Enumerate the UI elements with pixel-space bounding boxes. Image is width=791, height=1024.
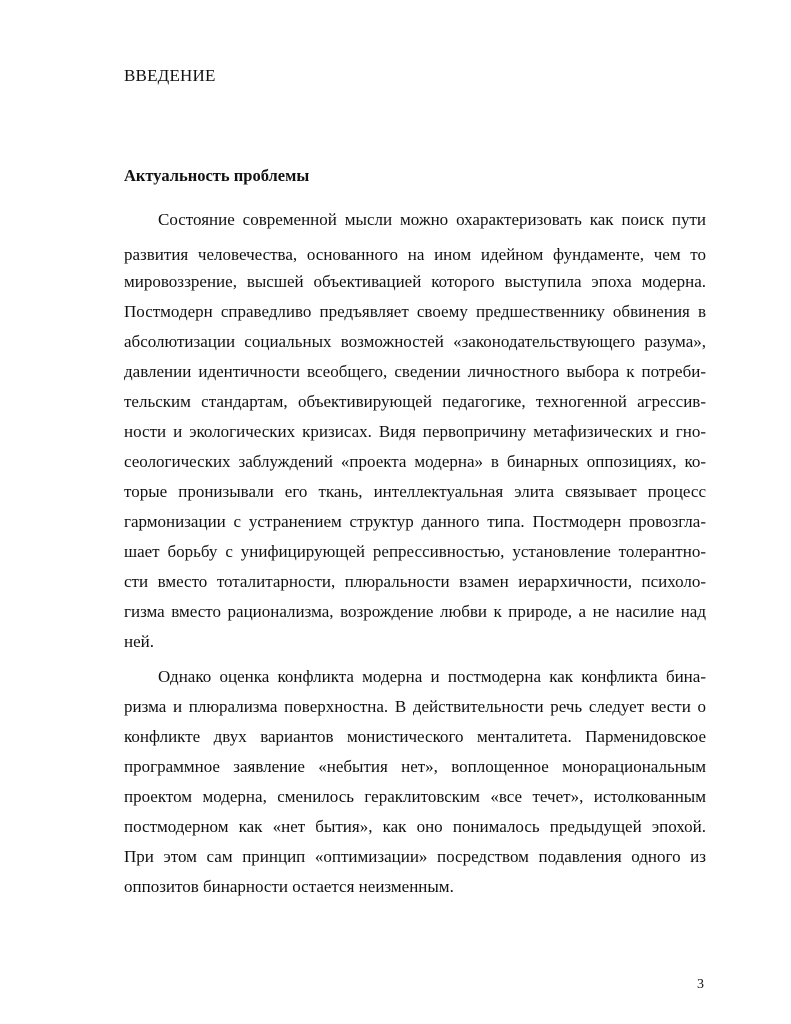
page-number: 3 xyxy=(697,977,704,992)
paragraph-line: тельским стандартам, объективирующей педагогике, техногенной агрессив- xyxy=(124,392,706,411)
paragraph-line: ности и экологических кризисах. Видя первопричину метафизических и гно- xyxy=(124,422,706,441)
paragraph-line: ней. xyxy=(124,632,154,651)
paragraph-line: конфликте двух вариантов монистического менталитета. Парменидовское xyxy=(124,727,706,746)
paragraph-line: шает борьбу с унифицирующей репрессивностью, установление толерантно- xyxy=(124,542,706,561)
paragraph-line: ризма и плюрализма поверхностна. В действительности речь следует вести о xyxy=(124,697,706,716)
paragraph-line: Однако оценка конфликта модерна и постмодерна как конфликта бина- xyxy=(158,667,706,686)
paragraph-line: сти вместо тоталитарности, плюральности взамен иерархичности, психоло- xyxy=(124,572,706,591)
paragraph-line: развития человечества, основанного на ином идейном фундаменте, чем то xyxy=(124,245,706,264)
paragraph-line: торые пронизывали его ткань, интеллектуальная элита связывает процесс xyxy=(124,482,706,501)
paragraph-line: Постмодерн справедливо предъявляет своему предшественнику обвинения в xyxy=(124,302,706,321)
paragraph-line: программное заявление «небытия нет», воплощенное монорациональным xyxy=(124,757,706,776)
paragraph-line: При этом сам принцип «оптимизации» посредством подавления одного из xyxy=(124,847,706,866)
paragraph-line: проектом модерна, сменилось гераклитовским «все течет», истолкованным xyxy=(124,787,706,806)
paragraph-line: оппозитов бинарности остается неизменным. xyxy=(124,877,454,896)
page-title: ВВЕДЕНИЕ xyxy=(124,66,216,85)
paragraph-line: абсолютизации социальных возможностей «законодательствующего разума», xyxy=(124,332,706,351)
paragraph-line: гармонизации с устранением структур данного типа. Постмодерн провозгла- xyxy=(124,512,706,531)
paragraph-line: сеологических заблуждений «проекта модерна» в бинарных оппозициях, ко- xyxy=(124,452,706,471)
paragraph-line: постмодерном как «нет бытия», как оно понималось предыдущей эпохой. xyxy=(124,817,706,836)
paragraph-line: гизма вместо рационализма, возрождение любви к природе, а не насилие над xyxy=(124,602,706,621)
paragraph-line: мировоззрение, высшей объективацией которого выступила эпоха модерна. xyxy=(124,272,706,291)
paragraph-line: давлении идентичности всеобщего, сведении личностного выбора к потреби- xyxy=(124,362,706,381)
section-heading: Актуальность проблемы xyxy=(124,166,310,185)
paragraph-line: Состояние современной мысли можно охарактеризовать как поиск пути xyxy=(158,210,706,229)
